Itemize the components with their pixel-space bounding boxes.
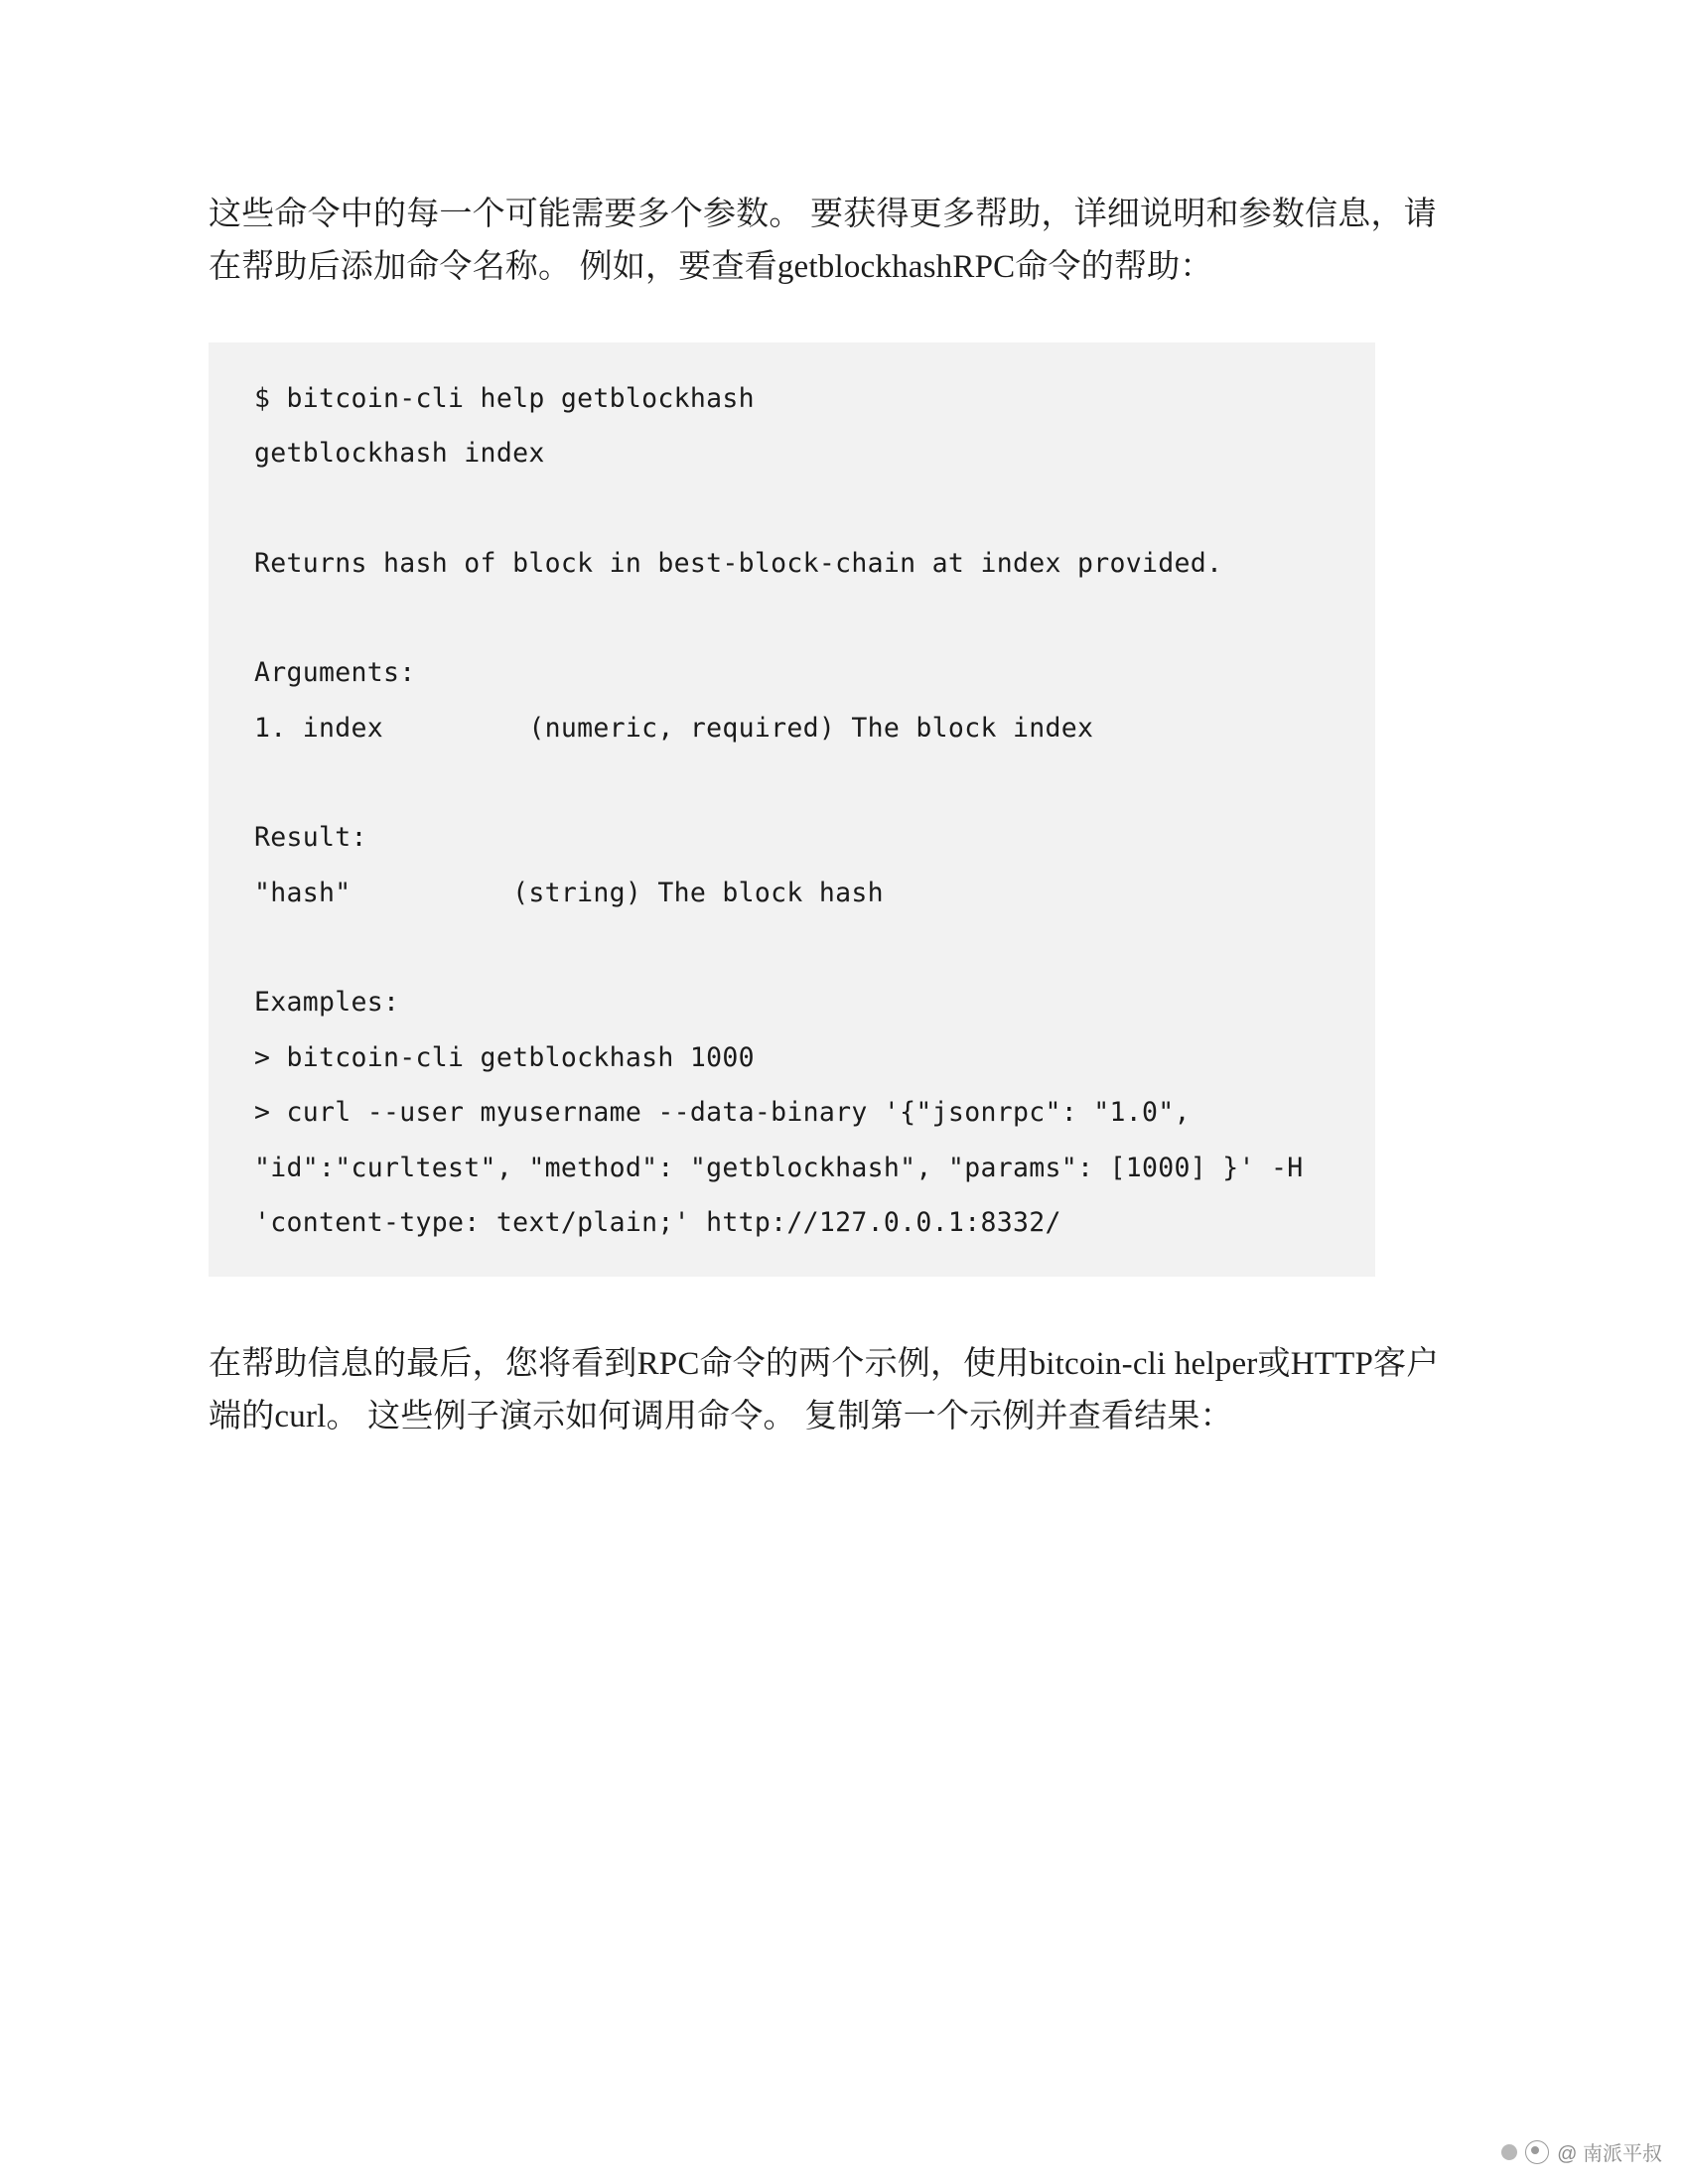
- avatar-icon: [1525, 2140, 1549, 2164]
- watermark: [1501, 2137, 1662, 2166]
- code-line: 'content-type: text/plain;' http://127.0.0.1:8332/: [254, 1207, 1061, 1239]
- document-content: [209, 189, 1470, 1444]
- code-line-blank: [254, 496, 1330, 522]
- code-line: "hash" (string) The block hash: [254, 877, 884, 908]
- code-line: Returns hash of block in best-block-chain at index provided.: [254, 547, 1223, 579]
- code-line: 1. index (numeric, required) The block index: [254, 712, 1094, 744]
- code-line-blank: [254, 770, 1330, 796]
- watermark-label: @ 南派平叔: [1557, 2143, 1662, 2165]
- diamond-icon: [1501, 2144, 1517, 2160]
- intro-paragraph: 这些命令中的每一个可能需要多个参数。 要获得更多帮助，详细说明和参数信息，请在帮助后添加命令名称。 例如，要查看getblockhashRPC命令的帮助：: [209, 197, 1437, 286]
- code-line: getblockhash index: [254, 438, 545, 470]
- closing-paragraph: 在帮助信息的最后，您将看到RPC命令的两个示例，使用bitcoin-cli helper或HTTP客户端的curl。 这些例子演示如何调用命令。 复制第一个示例并查看结果：: [209, 1345, 1440, 1435]
- code-line-blank: [254, 935, 1330, 961]
- code-line: Arguments:: [254, 657, 416, 689]
- code-line: $ bitcoin-cli help getblockhash: [254, 382, 755, 414]
- code-line: "id":"curltest", "method": "getblockhash", "params": [1000] }' -H: [254, 1152, 1304, 1183]
- code-block: [209, 342, 1375, 1277]
- code-line: > curl --user myusername --data-binary '{"jsonrpc": "1.0",: [254, 1097, 1191, 1129]
- code-line-blank: [254, 606, 1330, 631]
- code-line: Examples:: [254, 987, 400, 1019]
- code-line: > bitcoin-cli getblockhash 1000: [254, 1041, 755, 1073]
- code-line: Result:: [254, 822, 367, 854]
